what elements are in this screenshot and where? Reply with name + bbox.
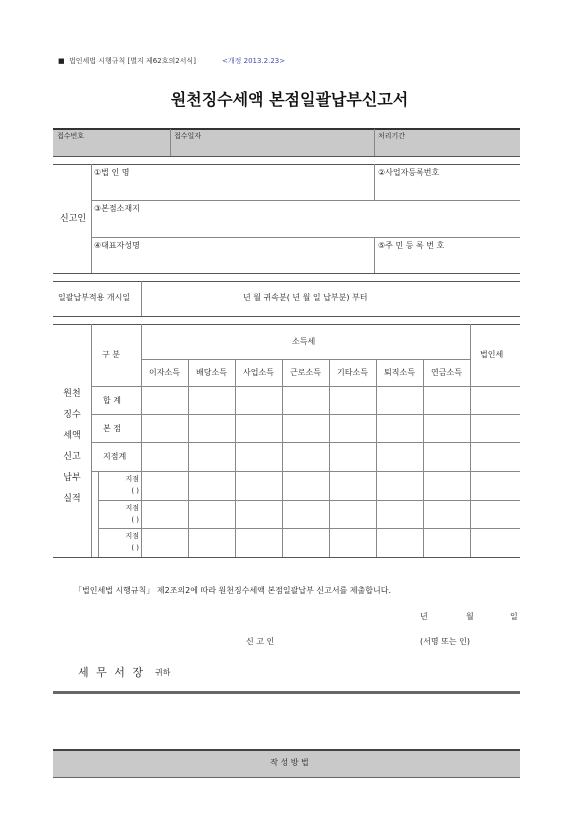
- record-section-line: 신고: [63, 452, 81, 462]
- row-label-branch-total: 지점계: [103, 452, 127, 461]
- representative-name-label: ④대표자성명: [94, 241, 140, 250]
- branch-row-label: 지점: [125, 532, 139, 540]
- income-type-header: 퇴직소득: [384, 368, 415, 377]
- receipt-date-label: 접수일자: [174, 132, 202, 140]
- record-section-line: 징수: [63, 410, 81, 420]
- reporter-section-label: 신고인: [60, 214, 87, 224]
- date-month-label: 월: [466, 612, 474, 621]
- branch-row-paren: ( ): [131, 544, 139, 552]
- recipient-honorific: 귀하: [155, 668, 171, 677]
- income-type-header: 근로소득: [290, 368, 321, 377]
- row-label-total: 합 계: [103, 396, 121, 405]
- revision-note: <개정 2013.2.23>: [222, 57, 286, 65]
- biz-reg-number-label: ②사업자등록번호: [378, 168, 440, 177]
- branch-row-paren: ( ): [131, 487, 139, 495]
- tax-office-recipient: 세 무 서 장: [78, 666, 145, 679]
- record-section-line: 실적: [63, 494, 81, 504]
- page-title: 원천징수세액 본점일괄납부신고서: [170, 90, 409, 109]
- record-section-line: 원천: [63, 389, 81, 399]
- branch-row-label: 지점: [125, 475, 139, 483]
- record-section-line: 납부: [63, 473, 81, 483]
- corporate-tax-header: 법인세: [480, 350, 504, 359]
- resident-number-label: ⑤주 민 등 록 번 호: [378, 241, 445, 250]
- processing-period-label: 처리기간: [378, 132, 406, 140]
- date-year-label: 년: [420, 612, 428, 621]
- income-type-header: 연금소득: [431, 368, 462, 377]
- bullet-icon: ■: [58, 57, 65, 65]
- branch-row-label: 지점: [125, 504, 139, 512]
- form-reference: 법인세법 시행규칙 [별지 제62호의2서식]: [69, 57, 196, 65]
- income-type-header: 이자소득: [149, 368, 180, 377]
- division-header: 구 분: [102, 350, 120, 359]
- income-type-header: 기타소득: [337, 368, 368, 377]
- corp-name-label: ①법 인 명: [94, 168, 130, 177]
- section-divider: [53, 691, 520, 694]
- record-section-label: [53, 384, 91, 510]
- income-tax-header: 소득세: [292, 337, 316, 346]
- instructions-title: 작 성 방 법: [270, 758, 309, 767]
- start-date-value: 년 월 귀속분( 년 월 일 납부분) 부터: [243, 293, 368, 302]
- start-date-label: 일괄납부적용 개시일: [58, 293, 131, 302]
- declaration-statement: 「법인세법 시행규칙」 제2조의2에 따라 원천징수세액 본점일괄납부 신고서를 제출합니다.: [74, 586, 391, 595]
- income-type-header: 사업소득: [243, 368, 274, 377]
- receipt-number-label: 접수번호: [57, 132, 85, 140]
- branch-row-paren: ( ): [131, 516, 139, 524]
- reporter-signature-label: 신 고 인: [246, 637, 275, 646]
- record-section-line: 세액: [63, 431, 81, 441]
- receipt-band: [53, 129, 520, 156]
- hq-address-label: ③본점소재지: [94, 204, 140, 213]
- date-day-label: 일: [510, 612, 518, 621]
- signature-placeholder: (서명 또는 인): [420, 637, 470, 646]
- row-label-head-office: 본 점: [103, 424, 121, 433]
- income-type-header: 배당소득: [196, 368, 227, 377]
